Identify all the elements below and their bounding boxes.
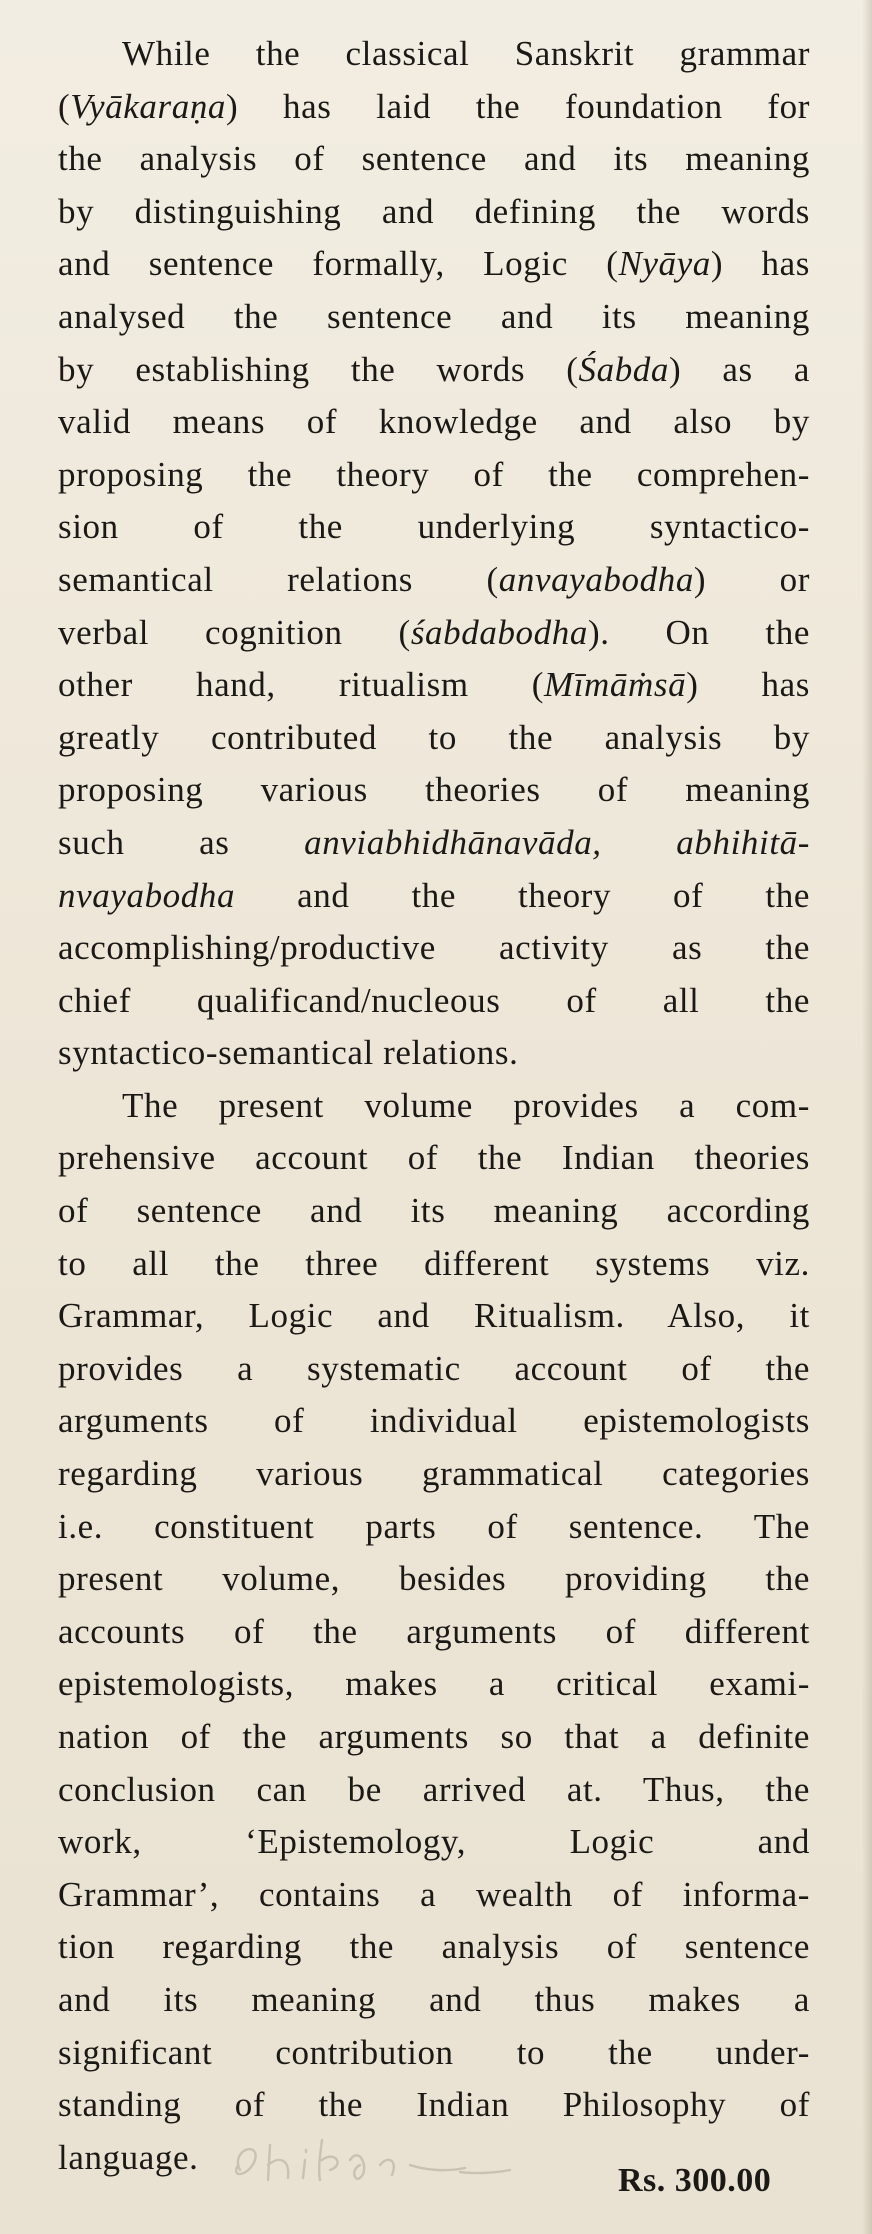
italic-term: Vyākaraṇa	[70, 86, 227, 126]
italic-term: Śabda	[578, 349, 669, 389]
text-line: accounts of the arguments of different	[58, 1611, 810, 1651]
text-line: valid means of knowledge and also by	[58, 402, 810, 442]
text-line: tion regarding the analysis of sentence	[58, 1927, 810, 1967]
italic-term: Nyāya	[618, 244, 711, 284]
paragraph-2	[58, 1080, 810, 2184]
text-line: nvayabodha and the theory of the	[58, 875, 810, 915]
text-line: present volume, besides providing the	[58, 1559, 810, 1599]
text-line: provides a systematic account of the	[58, 1348, 810, 1388]
text-line: prehensive account of the Indian theories	[58, 1138, 810, 1178]
text-line: by distinguishing and defining the words	[58, 191, 810, 231]
text-line: of sentence and its meaning according	[58, 1191, 810, 1231]
text-line: standing of the Indian Philosophy of	[58, 2085, 810, 2125]
text-line: (Vyākaraṇa) has laid the foundation for	[58, 86, 810, 126]
text-line: and sentence formally, Logic (Nyāya) has	[58, 244, 810, 284]
text-line: arguments of individual epistemologists	[58, 1401, 810, 1441]
italic-term: Mīmāṁsā	[543, 665, 687, 705]
text-line: accomplishing/productive activity as the	[58, 928, 810, 968]
page-edge-shadow	[862, 0, 872, 2234]
text-line: While the classical Sanskrit grammar	[122, 34, 810, 73]
pencil-signature	[210, 2110, 530, 2190]
text-line: syntactico-semantical relations.	[58, 1033, 519, 1073]
text-line: epistemologists, makes a critical exami-	[58, 1664, 810, 1704]
text-line: sion of the underlying syntactico-	[58, 507, 810, 547]
text-line: greatly contributed to the analysis by	[58, 717, 810, 757]
text-line: The present volume provides a com-	[122, 1085, 810, 1125]
italic-term: nvayabodha	[58, 875, 236, 915]
text-line: semantical relations (anvayabodha) or	[58, 559, 810, 599]
text-line: proposing various theories of meaning	[58, 770, 810, 810]
text-line: Grammar, Logic and Ritualism. Also, it	[58, 1296, 810, 1336]
italic-term: śabdabodha	[410, 612, 588, 652]
text-line: such as anviabhidhānavāda, abhihitā-	[58, 822, 810, 862]
text-line: analysed the sentence and its meaning	[58, 296, 810, 336]
text-line: conclusion can be arrived at. Thus, the	[58, 1769, 810, 1809]
italic-term: abhihitā-	[676, 822, 810, 862]
italic-term: anviabhidhānavāda,	[304, 822, 602, 862]
text-line: Grammar’, contains a wealth of informa-	[58, 1874, 810, 1914]
text-line: chief qualificand/nucleous of all the	[58, 980, 810, 1020]
text-line: verbal cognition (śabdabodha). On the	[58, 612, 810, 652]
text-line: nation of the arguments so that a definite	[58, 1717, 810, 1756]
blurb-text-block	[58, 28, 810, 2184]
text-line: the analysis of sentence and its meaning	[58, 139, 810, 179]
text-line: other hand, ritualism (Mīmāṁsā) has	[58, 665, 811, 705]
paragraph-1	[58, 28, 810, 1080]
text-line: significant contribution to the under-	[58, 2032, 810, 2072]
text-line: regarding various grammatical categories	[58, 1454, 810, 1494]
text-line: and its meaning and thus makes a	[58, 1979, 810, 2019]
text-line: work, ‘Epistemology, Logic and	[58, 1822, 810, 1862]
text-line: i.e. constituent parts of sentence. The	[58, 1506, 810, 1546]
price-label: Rs. 300.00	[618, 2162, 772, 2199]
text-line: to all the three different systems viz.	[58, 1243, 810, 1283]
italic-term: anvayabodha	[498, 559, 694, 599]
text-line: proposing the theory of the comprehen-	[58, 454, 810, 494]
text-line: language.	[58, 2137, 199, 2177]
text-line: by establishing the words (Śabda) as a	[58, 349, 811, 389]
